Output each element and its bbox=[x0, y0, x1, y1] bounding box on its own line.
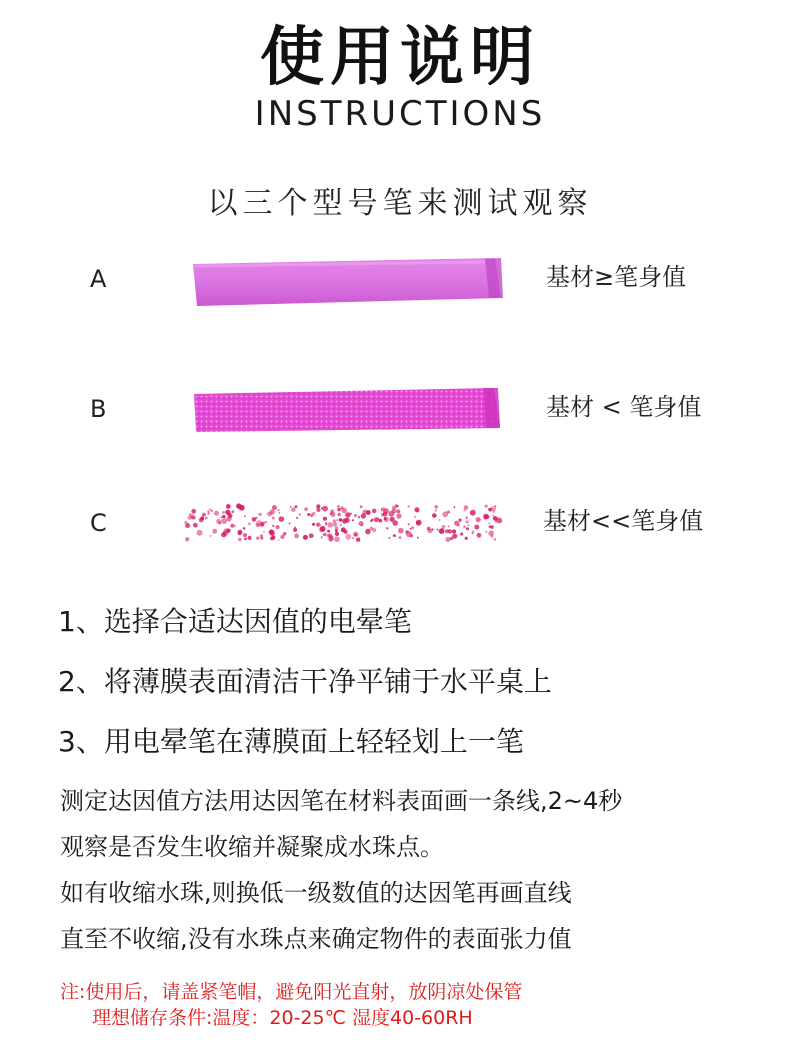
droplet-dot bbox=[448, 529, 453, 534]
droplet-dot bbox=[330, 513, 333, 516]
droplet-dot bbox=[493, 511, 495, 513]
droplet-dot bbox=[216, 519, 221, 524]
droplet-dot bbox=[445, 537, 450, 542]
droplet-dot bbox=[270, 531, 275, 536]
step-item: 1、选择合适达因值的电晕笔 bbox=[58, 605, 412, 638]
droplet-dot bbox=[454, 506, 456, 508]
droplet-dot bbox=[352, 537, 354, 539]
droplet-dot bbox=[372, 528, 376, 532]
method-text-line: 观察是否发生收缩并凝聚成水珠点。 bbox=[60, 833, 444, 861]
droplet-dot bbox=[202, 513, 206, 517]
droplet-dot bbox=[345, 518, 350, 523]
droplet-dot bbox=[340, 524, 342, 526]
droplet-dot bbox=[358, 516, 360, 518]
droplet-dot bbox=[309, 533, 314, 538]
droplet-dot bbox=[209, 535, 211, 537]
droplet-dot bbox=[452, 534, 457, 539]
droplet-dot bbox=[234, 525, 236, 527]
droplet-dot bbox=[365, 529, 371, 535]
droplet-dot bbox=[325, 522, 327, 524]
droplet-dot bbox=[264, 522, 266, 524]
droplet-dot bbox=[392, 506, 394, 508]
droplet-dot bbox=[465, 516, 468, 519]
droplet-dot bbox=[437, 529, 439, 531]
droplet-dot bbox=[463, 526, 465, 528]
droplet-dot bbox=[474, 525, 479, 530]
droplet-dot bbox=[335, 526, 339, 530]
section-subtitle: 以三个型号笔来测试观察 bbox=[207, 186, 593, 221]
droplet-dot bbox=[468, 524, 470, 526]
droplet-dot bbox=[333, 522, 338, 527]
droplet-dot bbox=[212, 529, 217, 534]
droplet-dot bbox=[491, 535, 494, 538]
droplet-dot bbox=[396, 514, 401, 519]
droplet-dot bbox=[379, 519, 383, 523]
sample-a-label: A bbox=[90, 265, 107, 293]
droplet-dot bbox=[244, 538, 247, 541]
droplet-dot bbox=[283, 532, 287, 536]
droplet-dot bbox=[327, 530, 330, 533]
droplet-dot bbox=[432, 513, 437, 518]
droplet-dot bbox=[388, 511, 394, 517]
droplet-dot bbox=[465, 537, 468, 540]
droplet-dot bbox=[278, 539, 280, 541]
droplet-dot bbox=[197, 530, 203, 536]
droplet-dot bbox=[466, 520, 469, 523]
page-title-english: INSTRUCTIONS bbox=[254, 94, 546, 134]
droplet-dot bbox=[279, 512, 281, 514]
droplet-dot bbox=[323, 533, 327, 537]
droplet-dot bbox=[269, 509, 274, 514]
sample-b-label: B bbox=[90, 395, 107, 423]
droplet-dot bbox=[476, 517, 481, 522]
droplet-dot bbox=[316, 523, 319, 526]
droplet-dot bbox=[490, 525, 494, 529]
droplet-dot bbox=[345, 512, 350, 517]
droplet-dot bbox=[488, 530, 494, 536]
droplet-dot bbox=[290, 506, 292, 508]
droplet-dot bbox=[256, 537, 259, 540]
droplet-dot bbox=[259, 513, 262, 516]
droplet-dot bbox=[294, 534, 299, 539]
droplet-dot bbox=[336, 519, 338, 521]
droplet-dot bbox=[226, 504, 231, 509]
droplet-dot bbox=[238, 530, 243, 535]
droplet-dot bbox=[388, 537, 390, 539]
droplet-dot bbox=[236, 503, 241, 508]
droplet-dot bbox=[466, 527, 469, 530]
droplet-dot bbox=[439, 519, 441, 521]
droplet-dot bbox=[417, 537, 419, 539]
droplet-dot bbox=[289, 522, 291, 524]
droplet-dot bbox=[263, 531, 265, 533]
droplet-dot bbox=[323, 517, 327, 521]
droplet-dot bbox=[327, 522, 333, 528]
droplet-dot bbox=[485, 505, 488, 508]
droplet-dot bbox=[416, 520, 422, 526]
droplet-dot bbox=[335, 532, 339, 536]
droplet-dot bbox=[255, 517, 257, 519]
droplet-dot bbox=[334, 537, 340, 543]
droplet-dot bbox=[296, 517, 298, 519]
droplet-dot bbox=[394, 504, 398, 508]
droplet-dot bbox=[352, 519, 354, 521]
method-text-line: 直至不收缩,没有水珠点来确定物件的表面张力值 bbox=[60, 925, 572, 953]
droplet-dot bbox=[359, 521, 364, 526]
droplet-dot bbox=[322, 506, 328, 512]
droplet-dot bbox=[270, 537, 274, 541]
droplet-dot bbox=[321, 507, 323, 509]
droplet-dot bbox=[470, 510, 476, 516]
droplet-dot bbox=[495, 521, 497, 523]
droplet-dot bbox=[243, 533, 247, 537]
droplet-dot bbox=[488, 508, 492, 512]
droplet-dot bbox=[341, 508, 347, 514]
droplet-dot bbox=[354, 514, 357, 517]
droplet-dot bbox=[207, 511, 209, 513]
droplet-dot bbox=[460, 532, 463, 535]
droplet-dot bbox=[207, 512, 209, 514]
droplet-dot bbox=[226, 529, 230, 533]
droplet-dot bbox=[248, 536, 252, 540]
droplet-dot bbox=[360, 505, 363, 508]
droplet-dot bbox=[439, 528, 445, 534]
droplet-dot bbox=[414, 507, 419, 512]
droplet-dot bbox=[248, 522, 251, 525]
droplet-dot bbox=[411, 526, 414, 529]
droplet-dot bbox=[222, 515, 225, 518]
sample-b-stroke bbox=[190, 380, 506, 438]
droplet-dot bbox=[370, 520, 372, 522]
droplet-dot bbox=[256, 520, 262, 526]
droplet-dot bbox=[452, 529, 456, 533]
droplet-dot bbox=[185, 537, 189, 541]
storage-conditions-note: 理想储存条件:温度：20-25℃ 湿度40-60RH bbox=[92, 1007, 473, 1029]
droplet-dot bbox=[230, 524, 234, 528]
droplet-dot bbox=[312, 523, 315, 526]
droplet-dot bbox=[441, 525, 445, 529]
droplet-dot bbox=[399, 536, 401, 538]
droplet-dot bbox=[356, 538, 360, 542]
droplet-dot bbox=[354, 533, 357, 536]
droplet-dot bbox=[454, 521, 459, 526]
droplet-dot bbox=[221, 518, 227, 524]
sample-c-stroke bbox=[180, 496, 510, 550]
droplet-dot bbox=[345, 534, 351, 540]
method-text-line: 如有收缩水珠,则换低一级数值的达因笔再画直线 bbox=[60, 879, 572, 907]
droplet-dot bbox=[472, 531, 474, 533]
droplet-dot bbox=[414, 516, 416, 518]
droplet-dot bbox=[383, 512, 388, 517]
storage-warning-note: 注:使用后，请盖紧笔帽，避免阳光直射，放阴凉处保管 bbox=[60, 981, 523, 1003]
droplet-dot bbox=[427, 527, 431, 531]
droplet-dot bbox=[191, 517, 193, 519]
sample-a-note: 基材≥笔身值 bbox=[546, 263, 687, 291]
droplet-dot bbox=[209, 509, 211, 511]
step-item: 2、将薄膜表面清洁干净平铺于水平桌上 bbox=[58, 665, 552, 698]
sample-c-note: 基材<<笔身值 bbox=[543, 507, 704, 535]
droplet-dot bbox=[435, 509, 437, 511]
droplet-dot bbox=[329, 535, 333, 539]
droplet-dot bbox=[410, 528, 412, 530]
droplet-dot bbox=[227, 517, 232, 522]
droplet-dot bbox=[398, 528, 404, 534]
droplet-dot bbox=[319, 527, 324, 532]
droplet-dot bbox=[222, 511, 225, 514]
droplet-dot bbox=[442, 511, 448, 517]
droplet-dot bbox=[193, 523, 198, 528]
droplet-dot bbox=[299, 513, 302, 516]
droplet-dot bbox=[381, 510, 383, 512]
droplet-dot bbox=[279, 516, 285, 522]
droplet-dot bbox=[384, 517, 389, 522]
droplet-dot bbox=[405, 530, 409, 534]
droplet-dot bbox=[276, 525, 280, 529]
droplet-dot bbox=[464, 505, 469, 510]
droplet-dot bbox=[339, 518, 343, 522]
droplet-dot bbox=[393, 534, 396, 537]
droplet-dot bbox=[434, 505, 438, 509]
droplet-dot bbox=[338, 513, 341, 516]
droplet-dot bbox=[304, 507, 308, 511]
droplet-dot bbox=[448, 526, 450, 528]
droplet-dot bbox=[272, 517, 275, 520]
droplet-dot bbox=[278, 509, 280, 511]
sample-c-label: C bbox=[90, 509, 107, 537]
droplet-dot bbox=[390, 517, 395, 522]
droplet-dot bbox=[205, 517, 208, 520]
droplet-dot bbox=[477, 533, 482, 538]
droplet-dot bbox=[485, 531, 487, 533]
droplet-dot bbox=[321, 536, 323, 538]
droplet-dot bbox=[366, 510, 371, 515]
droplet-dot bbox=[496, 518, 502, 524]
droplet-dot bbox=[459, 519, 462, 522]
droplet-dot bbox=[291, 507, 296, 512]
step-item: 3、用电晕笔在薄膜面上轻轻划上一笔 bbox=[58, 725, 524, 758]
droplet-dot bbox=[408, 523, 410, 525]
droplet-dot bbox=[386, 527, 388, 529]
droplet-dot bbox=[372, 509, 377, 514]
droplet-dot bbox=[265, 521, 267, 523]
droplet-dot bbox=[396, 509, 400, 513]
droplet-dot bbox=[185, 523, 190, 528]
droplet-dot bbox=[337, 505, 339, 507]
droplet-dot bbox=[293, 528, 297, 532]
droplet-dot bbox=[483, 515, 488, 520]
sample-a-stroke bbox=[185, 252, 507, 310]
droplet-dot bbox=[272, 525, 274, 527]
droplet-dot bbox=[221, 532, 226, 537]
droplet-dot bbox=[191, 509, 196, 514]
droplet-dot bbox=[225, 510, 230, 515]
droplet-dot bbox=[261, 537, 264, 540]
droplet-dot bbox=[463, 509, 465, 511]
sample-b-note: 基材 < 笔身值 bbox=[546, 393, 702, 421]
droplet-dot bbox=[189, 513, 191, 515]
droplet-dot bbox=[337, 508, 341, 512]
droplet-dot bbox=[238, 538, 242, 542]
droplet-dot bbox=[310, 513, 314, 517]
droplet-dot bbox=[316, 504, 320, 508]
droplet-dot bbox=[243, 527, 246, 530]
droplet-dot bbox=[201, 516, 204, 519]
droplet-dot bbox=[488, 523, 490, 525]
method-text-line: 测定达因值方法用达因笔在材料表面画一条线,2~4秒 bbox=[60, 787, 623, 815]
droplet-dot bbox=[214, 511, 219, 516]
droplet-dot bbox=[295, 505, 298, 508]
page-title: 使用说明 bbox=[260, 21, 540, 95]
droplet-dot bbox=[244, 515, 246, 517]
droplet-dot bbox=[493, 538, 496, 541]
droplet-dot bbox=[408, 505, 410, 507]
droplet-dot bbox=[325, 524, 327, 526]
droplet-dot bbox=[303, 535, 308, 540]
droplet-dot bbox=[344, 530, 348, 534]
droplet-dot bbox=[272, 505, 277, 510]
droplet-dot bbox=[492, 515, 494, 517]
droplet-dot bbox=[232, 510, 235, 513]
